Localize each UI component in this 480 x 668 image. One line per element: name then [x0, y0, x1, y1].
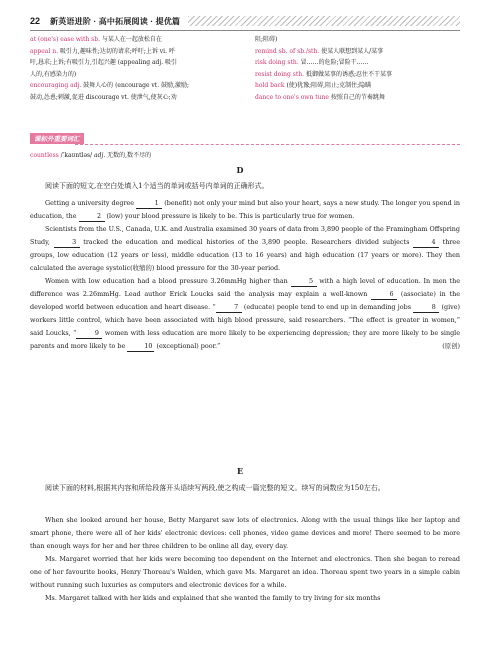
vocab-meaning: 阻;阻碍)	[255, 36, 278, 43]
section-tag-label: 课标外重要词汇	[30, 133, 84, 144]
extra-word-pos: adj.	[94, 152, 106, 159]
page-header	[30, 14, 460, 28]
vocab-line	[255, 69, 460, 81]
answer-blank[interactable]: 8	[413, 303, 439, 313]
extra-word-meaning: 无数的,数不尽的	[107, 152, 152, 159]
section-e-instruction: 阅读下面的材料,根据其内容和所给段落开头语续写两段,使之构成一篇完整的短文。续写的词数应为150左右。	[45, 484, 385, 492]
vocab-term: remind sb. of sb./sth.	[255, 47, 322, 55]
vocab-right-column	[255, 34, 460, 103]
vocab-term: at (one's) ease with sb.	[30, 36, 102, 43]
vocab-line	[255, 92, 460, 104]
source-tag: (原创)	[442, 342, 460, 350]
answer-blank[interactable]: 6	[371, 290, 397, 300]
extra-word: countless	[30, 152, 59, 159]
vocab-meaning: 使某人联想到某人/某事	[321, 47, 384, 55]
vocab-line	[255, 46, 460, 58]
passage-text: (give) workers little control, which have been associated with high blood pressure, said researchers. “The effect is greater in women,” said Loucks, “	[30, 303, 460, 337]
answer-blank[interactable]: 9	[76, 329, 102, 339]
passage-paragraph	[30, 223, 460, 275]
passage-text: Getting a university degree	[45, 199, 137, 207]
passage-paragraph	[30, 275, 460, 353]
section-tag-rule	[75, 144, 460, 145]
answer-blank[interactable]: 7	[216, 303, 242, 313]
passage-text: tracked the education and medical histories of the 3,890 people. Researchers divided subjects	[79, 238, 414, 246]
vocab-line	[30, 34, 240, 46]
passage-text: Women with low education had a blood pressure 3.26mmHg higher than	[45, 277, 291, 285]
vocab-term: appeal n.	[30, 47, 60, 55]
vocab-term: dance to one's own tune	[255, 93, 331, 101]
answer-blank[interactable]: 10	[127, 342, 154, 352]
vocab-line	[30, 46, 240, 58]
vocab-meaning: 鼓舞人心的 (encourage vt. 鼓励,激励;	[83, 82, 189, 89]
section-tag	[30, 131, 84, 145]
vocab-meaning: 吸引力,趣味性;达切的请求;呼吁;上诉 vi. 呼	[59, 47, 175, 55]
page-number: 22	[30, 16, 41, 26]
vocab-left-column	[30, 34, 240, 103]
passage-text: (low) your blood pressure is likely to be. This is particularly true for women.	[104, 212, 355, 220]
passage-paragraph: When she looked around her house, Betty Margaret saw lots of electronics. Along with the usual things like her laptop and smart phone, there were all of her kids' electronic devices: cell phones, video game devices and more! There seemed to be more than enough ways for her and her three children to be online all day, every day.	[30, 516, 460, 550]
vocab-line	[30, 80, 240, 92]
vocab-meaning: 鼓动,怂恿;刺激,促进 discourage vt. 使泄气,使灰心;劝	[30, 93, 177, 101]
passage-text: three groups, low education (12 years or less), middle education (13 to 16 years) and high education (17 years or more). They then calculated the average systolic(收缩的) blood pressure for the 30-year period.	[30, 238, 460, 272]
header-divider	[30, 30, 460, 31]
vocab-meaning: 冒……的危险;冒险干……	[300, 59, 369, 66]
passage-text: (educate) people tend to end up in demanding jobs	[241, 303, 414, 311]
extra-word-ipa: /ˈkaʊntləs/	[60, 152, 93, 159]
answer-blank[interactable]: 5	[291, 277, 317, 287]
vocab-term: encouraging adj.	[30, 82, 84, 89]
vocab-line	[30, 57, 240, 69]
vocab-term: hold back	[255, 82, 287, 89]
passage-paragraph	[30, 197, 460, 223]
section-e-passage	[30, 514, 460, 605]
header-decoration	[188, 16, 460, 26]
vocab-meaning: 吁,恳求;上诉;有吸引力,引起兴趣 (appealing adj. 吸引	[30, 59, 178, 66]
section-d-passage	[30, 197, 460, 353]
vocab-meaning: (使)犹豫;阻碍,阻止;克制住;隐瞒	[286, 82, 372, 89]
vocab-meaning: 人的,有感染力的)	[30, 70, 77, 78]
answer-blank[interactable]: 1	[136, 199, 162, 209]
passage-text: (exceptional) poor.”	[154, 342, 221, 350]
vocab-meaning: 按照自己的节奏跳舞	[330, 93, 385, 101]
passage-text: (associate) in the developed world between education and heart disease. “	[30, 290, 460, 311]
vocab-term: risk doing sth.	[255, 59, 301, 66]
extra-vocab-entry	[30, 150, 151, 159]
answer-blank[interactable]: 3	[54, 238, 80, 248]
answer-blank[interactable]: 2	[79, 212, 105, 222]
passage-paragraph: Ms. Margaret talked with her kids and explained that she wanted the family to try living for six months	[45, 594, 381, 602]
section-d-letter: D	[236, 165, 244, 175]
section-e-letter: E	[236, 466, 244, 476]
book-title: 新英语进阶 · 高中拓展阅读 · 提优篇	[50, 16, 181, 26]
passage-text: women with less education are more likely to be experiencing depression; they are more likely to be single parents and more likely to be	[30, 329, 460, 350]
vocab-line	[255, 57, 460, 69]
passage-text: with a high level of education. In men the difference was 2.26mmHg. Lead author Erick Loucks said the analysis may explain a well-known	[30, 277, 460, 298]
vocab-meaning: 抵御做某事的诱惑;忍住不干某事	[305, 70, 392, 78]
vocab-meaning: 与某人在一起放松自在	[101, 36, 162, 43]
vocab-line	[255, 80, 460, 92]
vocab-line	[255, 34, 460, 46]
vocab-line	[30, 69, 240, 81]
passage-text: (benefit) not only your mind but also your heart, says a new study. The longer you spend in education, the	[30, 199, 460, 220]
passage-paragraph: Ms. Margaret worried that her kids were becoming too dependent on the Internet and electronics. Then she began to reread one of her favourite books, Henry Thoreau's Walden, which gave Ms. Margaret an idea. Thoreau spent two years in a simple cabin without running such luxuries as computers and electronic devices for a while.	[30, 555, 460, 589]
passage-text: Scientists from the U.S., Canada, U.K. and Australia examined 30 years of data from 3,890 people of the Framingham Offspring Study,	[30, 225, 460, 246]
section-d-instruction: 阅读下面的短文,在空白处填入1个适当的单词或括号内单词的正确形式。	[45, 182, 269, 190]
answer-blank[interactable]: 4	[413, 238, 439, 248]
vocab-term: resist doing sth.	[255, 70, 306, 78]
vocab-line	[30, 92, 240, 104]
